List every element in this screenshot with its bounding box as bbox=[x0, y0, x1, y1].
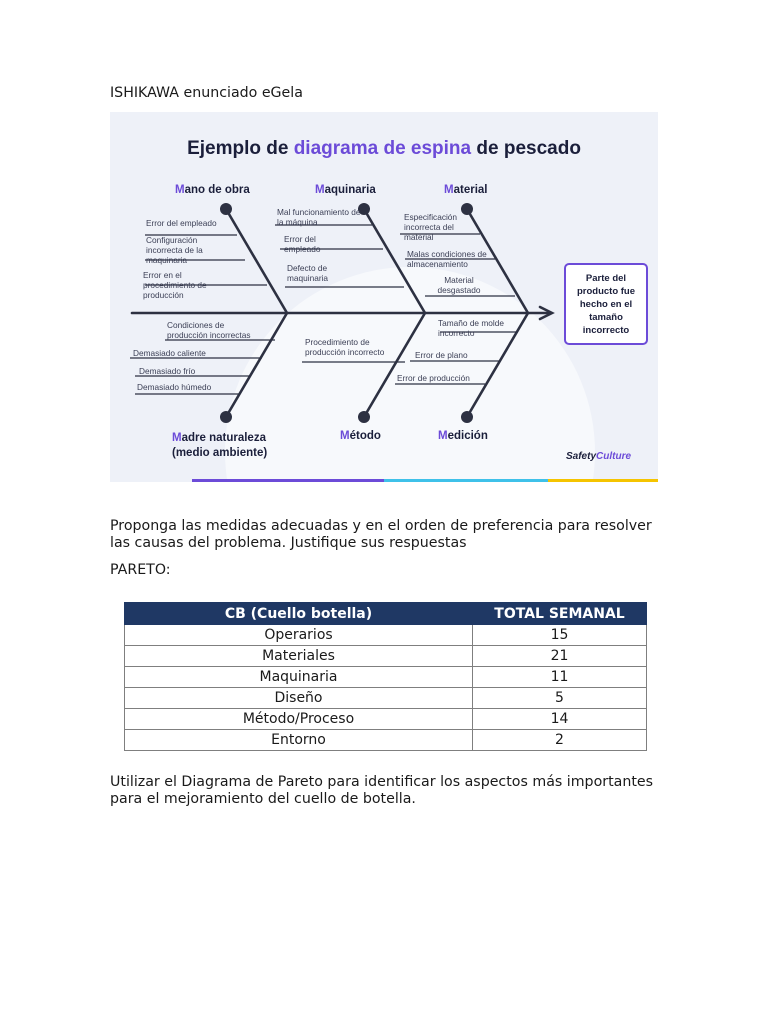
cause-label: Defecto de maquinaria bbox=[287, 263, 329, 283]
safetyculture-logo: SafetyCulture bbox=[566, 451, 632, 462]
row-label: Maquinaria bbox=[125, 667, 473, 688]
cause-label: Mal funcionamiento de la máquina bbox=[277, 207, 361, 227]
footer-stripe-yellow bbox=[548, 479, 658, 482]
task-1-text: Proponga las medidas adecuadas y en el orden de preferencia para resolver las causas del problema. Justifique sus respuestas bbox=[110, 518, 652, 551]
row-label: Diseño bbox=[125, 688, 473, 709]
category-material: Material bbox=[444, 184, 488, 196]
row-value: 21 bbox=[473, 646, 647, 667]
footer-stripe-purple bbox=[192, 479, 384, 482]
row-value: 5 bbox=[473, 688, 647, 709]
footer-stripe-blue bbox=[384, 479, 548, 482]
row-value: 11 bbox=[473, 667, 647, 688]
table-row bbox=[125, 646, 647, 667]
fishbone-diagram-image bbox=[110, 112, 658, 482]
table-row bbox=[125, 730, 647, 751]
category-madre-naturaleza: Madre naturaleza (medio ambiente) bbox=[172, 432, 268, 459]
cause-label: Error del empleado bbox=[284, 234, 321, 254]
cause-label: Condiciones de producción incorrectas bbox=[167, 320, 251, 340]
row-label: Método/Proceso bbox=[125, 709, 473, 730]
category-metodo: Método bbox=[340, 430, 381, 442]
table-header-row bbox=[125, 603, 647, 625]
row-label: Entorno bbox=[125, 730, 473, 751]
table-row bbox=[125, 667, 647, 688]
pareto-table bbox=[124, 602, 647, 751]
effect-box: Parte del producto fue hecho en el tamaño incorrecto bbox=[564, 263, 648, 345]
table-row bbox=[125, 688, 647, 709]
row-label: Materiales bbox=[125, 646, 473, 667]
document-title: ISHIKAWA enunciado eGela bbox=[110, 85, 303, 101]
category-maquinaria: Maquinaria bbox=[315, 184, 376, 196]
cause-label: Error de producción bbox=[397, 373, 470, 383]
cause-label: Procedimiento de producción incorrecto bbox=[305, 337, 385, 357]
table-row bbox=[125, 709, 647, 730]
cause-label: Configuración incorrecta de la maquinaria bbox=[146, 235, 203, 265]
pareto-heading: PARETO: bbox=[110, 562, 171, 578]
cause-label: Material desgastado bbox=[437, 275, 481, 295]
cause-label: Error del empleado bbox=[146, 218, 217, 228]
category-mano-de-obra: Mano de obra bbox=[175, 184, 250, 196]
cause-label: Demasiado frío bbox=[139, 366, 196, 376]
diagram-title: Ejemplo de diagrama de espina de pescado bbox=[187, 138, 581, 159]
column-header-total: TOTAL SEMANAL bbox=[473, 603, 647, 625]
cause-label: Error de plano bbox=[415, 350, 468, 360]
cause-label: Tamaño de molde incorrecto bbox=[438, 318, 504, 338]
category-medicion: Medición bbox=[438, 430, 488, 442]
cause-label: Demasiado caliente bbox=[133, 348, 206, 358]
row-value: 14 bbox=[473, 709, 647, 730]
row-label: Operarios bbox=[125, 625, 473, 646]
task-2-text: Utilizar el Diagrama de Pareto para identificar los aspectos más importantes para el mejoramiento del cuello de botella. bbox=[110, 774, 654, 807]
row-value: 15 bbox=[473, 625, 647, 646]
row-value: 2 bbox=[473, 730, 647, 751]
cause-label: Malas condiciones de almacenamiento bbox=[407, 249, 487, 269]
table-row bbox=[125, 625, 647, 646]
column-header-cb: CB (Cuello botella) bbox=[125, 603, 473, 625]
cause-label: Error en el procedimiento de producción bbox=[143, 270, 207, 300]
cause-label: Especificación incorrecta del material bbox=[404, 212, 458, 242]
cause-label: Demasiado húmedo bbox=[137, 382, 212, 392]
